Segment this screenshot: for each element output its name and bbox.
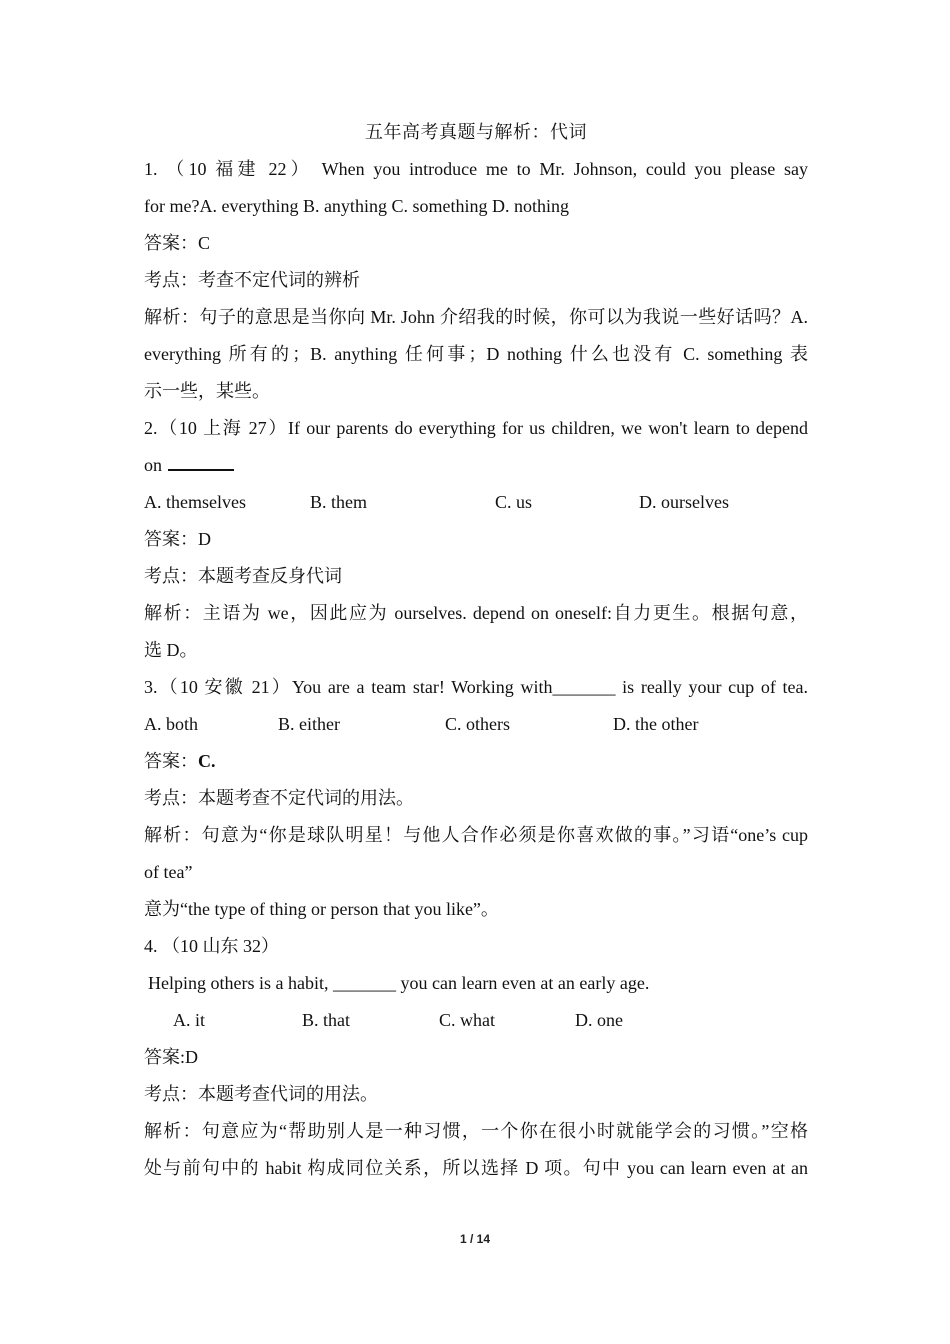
q3-option-d: D. the other [613, 714, 699, 734]
q4-analysis-line1: 解析：句意应为“帮助别人是一种习惯，一个你在很小时就能学会的习惯。”空格 [144, 1121, 808, 1141]
q3-option-c: C. others [445, 714, 510, 734]
q2-analysis-line1: 解析：主语为 we，因此应为 ourselves. depend on oneself:自力更生。根据句意， [144, 603, 808, 623]
q3-answer [144, 743, 808, 780]
q1-analysis-line3: 示一些，某些。 [144, 381, 270, 401]
q3-analysis-line2: of tea” [144, 862, 193, 882]
q2-option-a: A. themselves [144, 492, 246, 512]
q4-options [144, 1002, 808, 1039]
q1-point: 考点：考查不定代词的辨析 [144, 270, 360, 290]
q2-options [144, 484, 808, 521]
q2-analysis-line2: 选 D。 [144, 640, 198, 660]
q3-point: 考点：本题考查不定代词的用法。 [144, 788, 414, 808]
q4-option-c: C. what [439, 1010, 495, 1030]
q2-stem-line1: 2.（10 上海 27）If our parents do everything for us children, we won't learn to depend [144, 418, 808, 438]
q3-analysis-line3: 意为“the type of thing or person that you like”。 [144, 899, 499, 919]
q4-stem-line1: 4. （10 山东 32） [144, 936, 279, 956]
q2-blank [168, 451, 234, 471]
q2-option-b: B. them [310, 492, 367, 512]
q4-option-a: A. it [173, 1010, 206, 1030]
q1-analysis-line2: everything 所有的；B. anything 任何事；D nothing 什么也没有 C. something 表 [144, 344, 808, 364]
q3-answer-prefix: 答案： [144, 751, 198, 771]
q3-answer-value: C. [198, 751, 216, 771]
q4-option-b: B. that [302, 1010, 350, 1030]
page-number: 1 / 14 [459, 1232, 491, 1246]
q3-stem-line1: 3.（10 安徽 21）You are a team star! Working with_______ is really your cup of tea. [144, 677, 808, 697]
q2-stem-line2-text: on [144, 455, 162, 475]
q4-answer: 答案:D [144, 1047, 198, 1067]
q2-point: 考点：本题考查反身代词 [144, 566, 342, 586]
q2-option-c: C. us [495, 492, 533, 512]
q2-answer: 答案：D [144, 529, 211, 549]
q2-stem-line2 [144, 447, 808, 484]
q3-options [144, 706, 808, 743]
q3-analysis-line1: 解析：句意为“你是球队明星！与他人合作必须是你喜欢做的事。”习语“one’s cup [144, 825, 808, 845]
q1-stem-line2: for me?A. everything B. anything C. something D. nothing [144, 196, 569, 216]
q4-option-d: D. one [575, 1010, 623, 1030]
q1-answer: 答案：C [144, 233, 211, 253]
document-body [144, 114, 808, 1187]
q3-option-b: B. either [278, 714, 340, 734]
q4-point: 考点：本题考查代词的用法。 [144, 1084, 378, 1104]
q3-option-a: A. both [144, 714, 198, 734]
q2-option-d: D. ourselves [639, 492, 729, 512]
q4-analysis-line2: 处与前句中的 habit 构成同位关系，所以选择 D 项。句中 you can learn even at an [144, 1158, 808, 1178]
q1-stem-line1: 1. （10 福建 22） When you introduce me to Mr. Johnson, could you please say [144, 159, 808, 179]
q4-stem-line2: Helping others is a habit, _______ you can learn even at an early age. [148, 973, 650, 993]
page-title: 五年高考真题与解析：代词 [365, 122, 587, 142]
q1-analysis-line1: 解析：句子的意思是当你向 Mr. John 介绍我的时候，你可以为我说一些好话吗？A. [144, 307, 808, 327]
